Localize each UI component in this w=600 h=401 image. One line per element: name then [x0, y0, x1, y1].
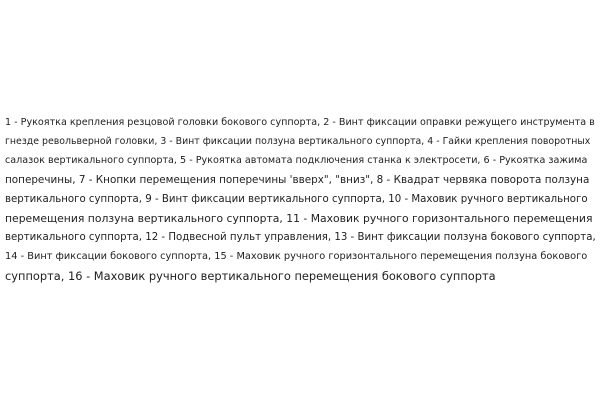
caption-line-2: гнезде револьверной головки, 3 - Винт фиксации ползуна вертикального суппорта, 4 - Гайки крепления поворотных — [5, 136, 591, 148]
caption-line-6: перемещения ползуна вертикального суппорта, 11 - Маховик ручного горизонтального перемещения — [5, 212, 593, 226]
caption-line-8: 14 - Винт фиксации бокового суппорта, 15 - Маховик ручного горизонтального перемещения ползуна бокового — [5, 251, 588, 263]
caption-line-4: поперечины, 7 - Кнопки перемещения поперечины 'вверх", "вниз", 8 - Квадрат червяка поворота ползуна — [5, 173, 590, 186]
caption-line-7: вертикального суппорта, 12 - Подвесной пульт управления, 13 - Винт фиксации ползуна бокового суппорта, — [5, 232, 596, 244]
caption-line-5: вертикального суппорта, 9 - Винт фиксации вертикального суппорта, 10 - Маховик ручного вертикального — [5, 193, 588, 205]
caption-line-9: суппорта, 16 - Маховик ручного вертикального перемещения бокового суппорта — [5, 268, 496, 283]
figure-caption — [5, 113, 597, 286]
caption-line-3: салазок вертикального суппорта, 5 - Рукоятка автомата подключения станка к электросети, 6 - Рукоятка зажима — [5, 155, 588, 167]
caption-line-1: 1 - Рукоятка крепления резцовой головки бокового суппорта, 2 - Винт фиксации оправки режущего инструмента в — [5, 117, 595, 128]
